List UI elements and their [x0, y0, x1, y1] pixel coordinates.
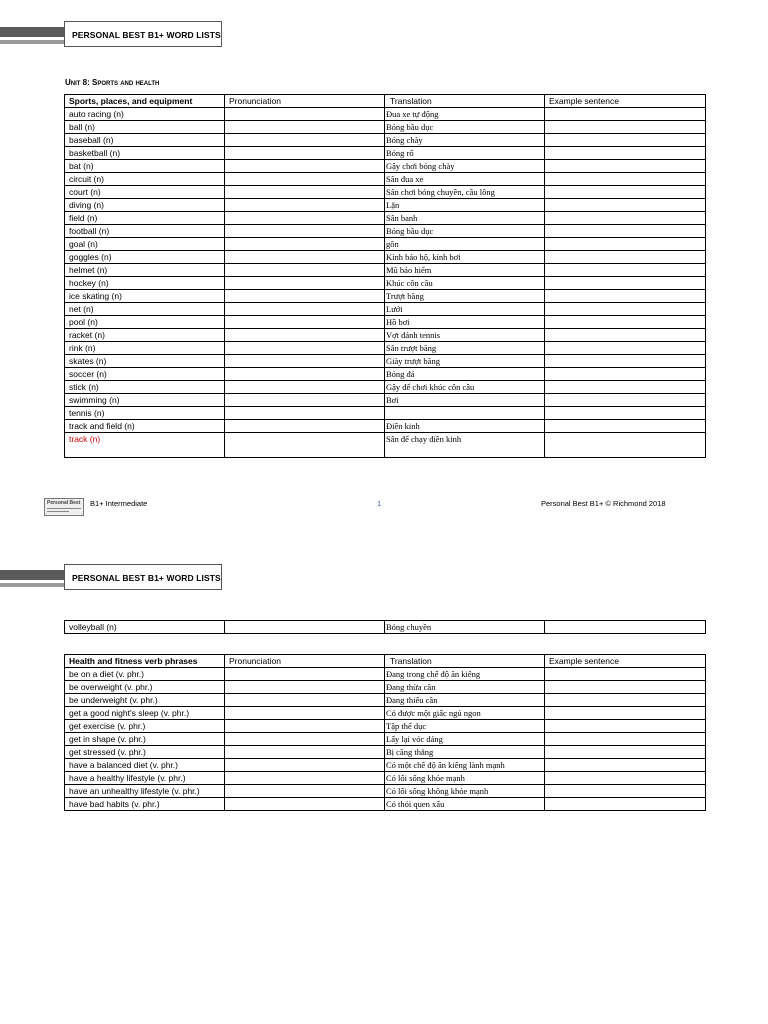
example-cell [545, 785, 706, 798]
word-cell: have an unhealthy lifestyle (v. phr.) [65, 785, 225, 798]
word-cell: hockey (n) [65, 277, 225, 290]
table-row [65, 160, 706, 173]
translation-cell: Khúc côn cầu [385, 277, 545, 290]
pronunciation-cell [225, 355, 385, 368]
table-row [65, 264, 706, 277]
translation-cell: Gậy chơi bóng chày [385, 160, 545, 173]
pronunciation-cell [225, 368, 385, 381]
translation-cell: Có một chế độ ăn kiêng lành mạnh [385, 759, 545, 772]
pronunciation-cell [225, 733, 385, 746]
example-cell [545, 772, 706, 785]
table-row [65, 173, 706, 186]
example-cell [545, 694, 706, 707]
pronunciation-cell [225, 147, 385, 160]
word-cell: field (n) [65, 212, 225, 225]
pronunciation-cell [225, 772, 385, 785]
table-row [65, 433, 706, 458]
translation-cell: Bóng đá [385, 368, 545, 381]
unit-title: Unit 8: Sports and health [65, 78, 160, 87]
example-cell [545, 668, 706, 681]
word-cell: helmet (n) [65, 264, 225, 277]
example-cell [545, 264, 706, 277]
column-header-word: Health and fitness verb phrases [65, 655, 225, 668]
example-cell [545, 433, 706, 458]
pronunciation-cell [225, 238, 385, 251]
word-cell: rink (n) [65, 342, 225, 355]
translation-cell: Lặn [385, 199, 545, 212]
column-header-translation: Translation [385, 655, 545, 668]
word-cell: be underweight (v. phr.) [65, 694, 225, 707]
translation-cell: Giày trượt băng [385, 355, 545, 368]
header-bar [0, 27, 66, 37]
table-row [65, 681, 706, 694]
word-cell: get a good night's sleep (v. phr.) [65, 707, 225, 720]
translation-cell: Đang thừa cân [385, 681, 545, 694]
column-header-example: Example sentence [545, 95, 706, 108]
table-row [65, 759, 706, 772]
word-cell: skates (n) [65, 355, 225, 368]
table-row [65, 303, 706, 316]
example-cell [545, 394, 706, 407]
word-cell: diving (n) [65, 199, 225, 212]
footer-copyright: Personal Best B1+ © Richmond 2018 [541, 499, 666, 508]
personal-best-logo [44, 498, 84, 516]
table-row [65, 186, 706, 199]
word-cell: net (n) [65, 303, 225, 316]
table-row [65, 108, 706, 121]
example-cell [545, 759, 706, 772]
word-cell: bat (n) [65, 160, 225, 173]
pronunciation-cell [225, 108, 385, 121]
table-row [65, 394, 706, 407]
header-title: PERSONAL BEST B1+ WORD LISTS [64, 21, 222, 47]
column-header-translation: Translation [385, 95, 545, 108]
table-row [65, 199, 706, 212]
carry-over-table [64, 620, 706, 634]
translation-cell: Có được một giấc ngủ ngon [385, 707, 545, 720]
example-cell [545, 290, 706, 303]
word-cell: volleyball (n) [65, 621, 225, 634]
pronunciation-cell [225, 277, 385, 290]
pronunciation-cell [225, 785, 385, 798]
table-row [65, 733, 706, 746]
table-row [65, 420, 706, 433]
example-cell [545, 733, 706, 746]
translation-cell: Sân trượt băng [385, 342, 545, 355]
word-cell: racket (n) [65, 329, 225, 342]
example-cell [545, 199, 706, 212]
word-cell: tennis (n) [65, 407, 225, 420]
table-row [65, 121, 706, 134]
word-cell: pool (n) [65, 316, 225, 329]
pronunciation-cell [225, 407, 385, 420]
translation-cell: Sân để chạy điền kinh [385, 433, 545, 458]
sports-word-table [64, 94, 706, 458]
translation-cell: Lấy lại vóc dáng [385, 733, 545, 746]
table-row [65, 746, 706, 759]
translation-cell: Kính bảo hộ, kính bơi [385, 251, 545, 264]
word-cell: have a balanced diet (v. phr.) [65, 759, 225, 772]
example-cell [545, 355, 706, 368]
logo-line [47, 511, 69, 512]
translation-cell: Bị căng thẳng [385, 746, 545, 759]
table-row [65, 621, 706, 634]
table-row [65, 290, 706, 303]
example-cell [545, 134, 706, 147]
word-cell: have a healthy lifestyle (v. phr.) [65, 772, 225, 785]
table-row [65, 225, 706, 238]
translation-cell: Có thói quen xấu [385, 798, 545, 811]
word-cell: auto racing (n) [65, 108, 225, 121]
pronunciation-cell [225, 212, 385, 225]
word-cell: stick (n) [65, 381, 225, 394]
word-cell: ball (n) [65, 121, 225, 134]
pronunciation-cell [225, 694, 385, 707]
example-cell [545, 238, 706, 251]
translation-cell: Sân banh [385, 212, 545, 225]
example-cell [545, 251, 706, 264]
word-cell: goggles (n) [65, 251, 225, 264]
word-cell: be on a diet (v. phr.) [65, 668, 225, 681]
example-cell [545, 186, 706, 199]
translation-cell [385, 407, 545, 420]
table-row [65, 342, 706, 355]
translation-cell: Đua xe tự động [385, 108, 545, 121]
word-cell: court (n) [65, 186, 225, 199]
pronunciation-cell [225, 264, 385, 277]
example-cell [545, 277, 706, 290]
example-cell [545, 173, 706, 186]
pronunciation-cell [225, 173, 385, 186]
translation-cell: Bóng rổ [385, 147, 545, 160]
table-row [65, 368, 706, 381]
translation-cell: Đang trong chế độ ăn kiêng [385, 668, 545, 681]
translation-cell: Gậy để chơi khúc côn cầu [385, 381, 545, 394]
column-header-pronunciation: Pronunciation [225, 95, 385, 108]
pronunciation-cell [225, 381, 385, 394]
word-cell: circuit (n) [65, 173, 225, 186]
pronunciation-cell [225, 121, 385, 134]
translation-cell: Điền kinh [385, 420, 545, 433]
translation-cell: Vợt đánh tennis [385, 329, 545, 342]
word-cell: track and field (n) [65, 420, 225, 433]
table-row [65, 720, 706, 733]
logo-text: Personal Best [47, 500, 81, 506]
word-cell: swimming (n) [65, 394, 225, 407]
table-row [65, 251, 706, 264]
translation-cell: Sân đua xe [385, 173, 545, 186]
pronunciation-cell [225, 303, 385, 316]
example-cell [545, 147, 706, 160]
table-row [65, 772, 706, 785]
pronunciation-cell [225, 251, 385, 264]
word-cell: soccer (n) [65, 368, 225, 381]
column-header-pronunciation: Pronunciation [225, 655, 385, 668]
pronunciation-cell [225, 342, 385, 355]
translation-cell: Trượt băng [385, 290, 545, 303]
footer-page-number: 1 [377, 499, 382, 508]
logo-line [47, 508, 81, 509]
pronunciation-cell [225, 134, 385, 147]
pronunciation-cell [225, 798, 385, 811]
example-cell [545, 121, 706, 134]
table-row [65, 238, 706, 251]
translation-cell: Tập thể dục [385, 720, 545, 733]
example-cell [545, 381, 706, 394]
word-cell: goal (n) [65, 238, 225, 251]
translation-cell: Lưới [385, 303, 545, 316]
pronunciation-cell [225, 433, 385, 458]
translation-cell: Có lối sống khỏe mạnh [385, 772, 545, 785]
pronunciation-cell [225, 329, 385, 342]
translation-cell: Bóng bầu dục [385, 225, 545, 238]
example-cell [545, 707, 706, 720]
pronunciation-cell [225, 290, 385, 303]
pronunciation-cell [225, 316, 385, 329]
table-row [65, 785, 706, 798]
word-cell: get stressed (v. phr.) [65, 746, 225, 759]
pronunciation-cell [225, 746, 385, 759]
example-cell [545, 160, 706, 173]
header-bar-accent [0, 583, 66, 587]
example-cell [545, 420, 706, 433]
table-row [65, 381, 706, 394]
table-row [65, 316, 706, 329]
translation-cell: Hồ bơi [385, 316, 545, 329]
translation-cell: Đang thiếu cân [385, 694, 545, 707]
translation-cell: Có lối sống không khỏe mạnh [385, 785, 545, 798]
table-header-row [65, 655, 706, 668]
pronunciation-cell [225, 199, 385, 212]
word-cell: ice skating (n) [65, 290, 225, 303]
translation-cell: Bóng bầu dục [385, 121, 545, 134]
pronunciation-cell [225, 420, 385, 433]
example-cell [545, 225, 706, 238]
example-cell [545, 316, 706, 329]
table-row [65, 668, 706, 681]
example-cell [545, 746, 706, 759]
pronunciation-cell [225, 186, 385, 199]
table-header-row [65, 95, 706, 108]
pronunciation-cell [225, 621, 385, 634]
word-cell: get in shape (v. phr.) [65, 733, 225, 746]
word-cell: track (n) [65, 433, 225, 458]
example-cell [545, 720, 706, 733]
example-cell [545, 798, 706, 811]
word-cell: football (n) [65, 225, 225, 238]
footer-level: B1+ Intermediate [90, 499, 148, 508]
pronunciation-cell [225, 160, 385, 173]
translation-cell: Bóng chuyền [385, 621, 545, 634]
table-row [65, 147, 706, 160]
example-cell [545, 108, 706, 121]
table-row [65, 212, 706, 225]
example-cell [545, 212, 706, 225]
word-cell: have bad habits (v. phr.) [65, 798, 225, 811]
table-row [65, 277, 706, 290]
example-cell [545, 303, 706, 316]
column-header-word: Sports, places, and equipment [65, 95, 225, 108]
example-cell [545, 681, 706, 694]
translation-cell: Sân chơi bóng chuyền, cầu lông [385, 186, 545, 199]
header-bar [0, 570, 66, 580]
word-cell: basketball (n) [65, 147, 225, 160]
table-row [65, 798, 706, 811]
word-cell: get exercise (v. phr.) [65, 720, 225, 733]
header-bar-accent [0, 40, 66, 44]
word-cell: be overweight (v. phr.) [65, 681, 225, 694]
pronunciation-cell [225, 707, 385, 720]
translation-cell: Bóng chày [385, 134, 545, 147]
translation-cell: Bơi [385, 394, 545, 407]
health-word-table [64, 654, 706, 811]
header-title-page2: PERSONAL BEST B1+ WORD LISTS [64, 564, 222, 590]
example-cell [545, 407, 706, 420]
pronunciation-cell [225, 225, 385, 238]
translation-cell: Mũ bảo hiểm [385, 264, 545, 277]
example-cell [545, 621, 706, 634]
table-row [65, 134, 706, 147]
pronunciation-cell [225, 394, 385, 407]
translation-cell: gôn [385, 238, 545, 251]
table-row [65, 407, 706, 420]
table-row [65, 694, 706, 707]
table-row [65, 329, 706, 342]
pronunciation-cell [225, 668, 385, 681]
table-row [65, 707, 706, 720]
table-row [65, 355, 706, 368]
pronunciation-cell [225, 759, 385, 772]
example-cell [545, 329, 706, 342]
pronunciation-cell [225, 720, 385, 733]
example-cell [545, 342, 706, 355]
example-cell [545, 368, 706, 381]
column-header-example: Example sentence [545, 655, 706, 668]
pronunciation-cell [225, 681, 385, 694]
word-cell: baseball (n) [65, 134, 225, 147]
